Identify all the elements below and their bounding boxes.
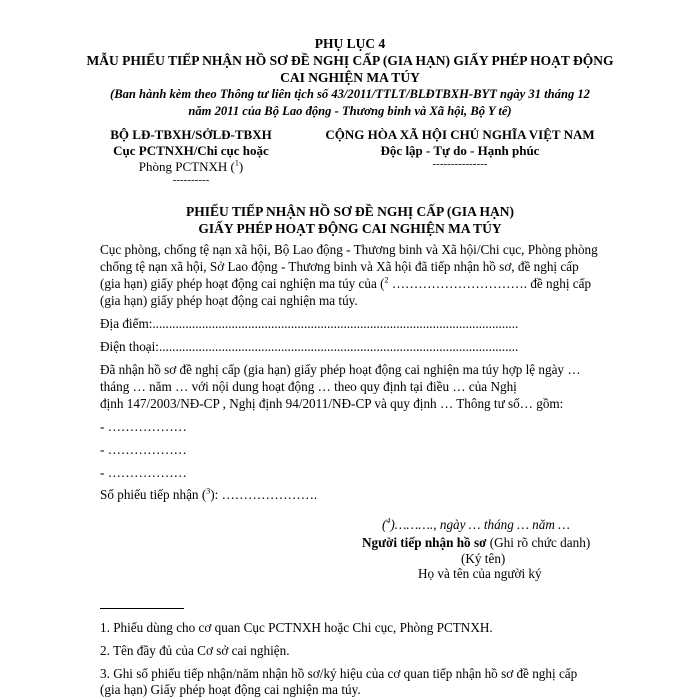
national-title: CỘNG HÒA XÃ HỘI CHỦ NGHĨA VIỆT NAM [325,127,595,142]
signature-date: ($^4$)………., ngày … tháng … năm … [382,516,570,532]
list-item: - ……………… [100,465,187,480]
body-para2-line3: định 147/2003/NĐ-CP , Nghị định 94/2011/NĐ-CP và quy định … Thông tư số… gồm: [100,396,564,411]
issued-note-line-1: (Ban hành kèm theo Thông tư liên tịch số 43/2011/TTLT/BLĐTBXH-BYT ngày 31 tháng 12 [110,87,590,101]
body-para2-line2: tháng … năm … với nội dung hoạt động … theo quy định tại điều … của Nghị [100,379,517,394]
form-title-line-2: CAI NGHIỆN MA TÚY [280,70,420,85]
phone-field: Điện thoại:............................................................................................................. [100,339,519,354]
footnote-separator [100,608,184,609]
footnote-ref-3: 3 [206,486,211,496]
body-para1-line3: (gia hạn) giấy phép hoạt động cai nghiện ma túy của ($^2$ …………………………. đề nghị cấp [100,275,592,291]
office-line: Phòng PCTNXH ($^1$) [138,158,244,174]
right-divider: --------------- [432,158,488,170]
left-divider: ---------- [172,174,210,186]
form-title-line-1: MẪU PHIẾU TIẾP NHẬN HỒ SƠ ĐỀ NGHỊ CẤP (GIA HẠN) GIẤY PHÉP HOẠT ĐỘNG [86,53,614,68]
footnote-3-line2: (gia hạn) Giấy phép hoạt động cai nghiện ma túy. [100,682,361,697]
footnote-3-line1: 3. Ghi số phiếu tiếp nhận/năm nhận hồ sơ/ký hiệu của cơ quan tiếp nhận hồ sơ đề nghị cấp [100,666,578,681]
receipt-number-field: Số phiếu tiếp nhận ($^3$): …………………. [100,486,318,502]
body-para2-line1: Đã nhận hồ sơ đề nghị cấp (gia hạn) giấy phép hoạt động cai nghiện ma túy hợp lệ ngày … [100,362,581,377]
footnote-1: 1. Phiếu dùng cho cơ quan Cục PCTNXH hoặc Chi cục, Phòng PCTNXH. [100,620,493,635]
document-title-line-2: GIẤY PHÉP HOẠT ĐỘNG CAI NGHIỆN MA TÚY [198,221,502,236]
footnote-2: 2. Tên đầy đủ của Cơ sở cai nghiện. [100,643,290,658]
department-line: Cục PCTNXH/Chi cục hoặc [113,143,269,158]
ministry-line: BỘ LĐ-TBXH/SỞLĐ-TBXH [110,127,272,142]
address-field: Địa điểm:............................................................................................................... [100,316,519,331]
document-title-line-1: PHIẾU TIẾP NHẬN HỒ SƠ ĐỀ NGHỊ CẤP (GIA HẠN) [186,204,514,219]
issued-note-line-2: năm 2011 của Bộ Lao động - Thương binh và Xã hội, Bộ Y tế) [188,104,512,118]
body-para1-line1: Cục phòng, chống tệ nạn xã hội, Bộ Lao động - Thương binh và Xã hội/Chi cục, Phòng phòng [100,242,598,257]
national-motto: Độc lập - Tự do - Hạnh phúc [380,143,540,158]
body-para1-line2: chống tệ nạn xã hội, Sở Lao động - Thương binh và Xã hội đã tiếp nhận hồ sơ, đề nghị cấp [100,259,579,274]
list-item: - ……………… [100,442,187,457]
list-item: - ……………… [100,419,187,434]
signature-receiver: Người tiếp nhận hồ sơ (Ghi rõ chức danh) [362,535,591,550]
signature-name-label: Họ và tên của người ký [418,566,542,581]
appendix-heading: PHỤ LỤC 4 [314,36,386,51]
footnote-ref-2: 2 [384,275,389,285]
body-para1-line4: (gia hạn) giấy phép hoạt động cai nghiện ma túy. [100,293,358,308]
signature-sign-label: (Ký tên) [461,551,506,566]
footnote-ref-1: 1 [234,158,239,168]
footnote-ref-4: 4 [386,516,391,526]
